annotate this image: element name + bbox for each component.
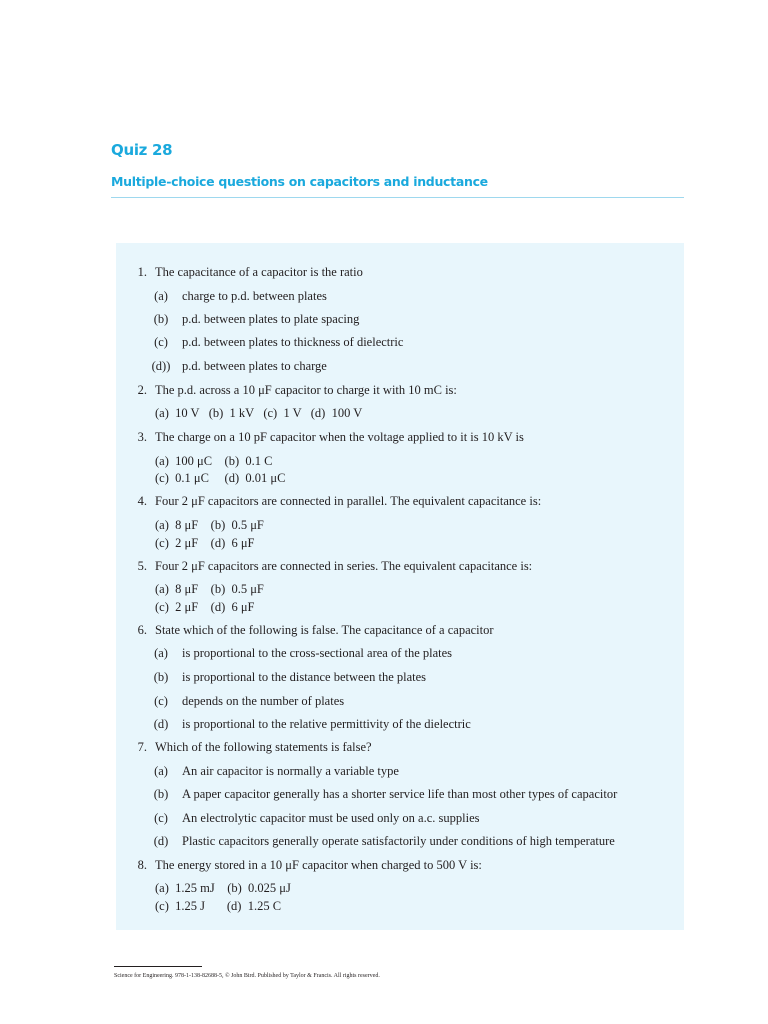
option-text: is proportional to the distance between the plates — [182, 670, 427, 684]
question-text: State which of the following is false. The capacitance of a capacitor — [155, 623, 494, 637]
inline-options: (c) 2 μF (d) 6 μF — [155, 600, 255, 614]
inline-options: (a) 1.25 mJ (b) 0.025 μJ — [155, 881, 291, 895]
quiz-title: Quiz 28 — [111, 141, 173, 159]
option-label: (b) — [153, 670, 169, 684]
option-text: An electrolytic capacitor must be used only on a.c. supplies — [182, 811, 480, 825]
option-text: is proportional to the cross-sectional area of the plates — [182, 646, 453, 660]
question-text: Four 2 μF capacitors are connected in parallel. The equivalent capacitance is: — [155, 494, 542, 508]
option-label: (c) — [154, 335, 168, 349]
option-label: (a) — [154, 289, 168, 303]
inline-options: (a) 8 μF (b) 0.5 μF — [155, 518, 264, 532]
inline-options: (a) 8 μF (b) 0.5 μF — [155, 582, 264, 596]
question-number: 3. — [137, 430, 147, 444]
question-text: The charge on a 10 pF capacitor when the voltage applied to it is 10 kV is — [155, 430, 524, 444]
question-number: 1. — [137, 265, 147, 279]
question-text: The energy stored in a 10 μF capacitor when charged to 500 V is: — [155, 858, 482, 872]
inline-options: (c) 0.1 μC (d) 0.01 μC — [155, 471, 286, 485]
question-text: The p.d. across a 10 μF capacitor to charge it with 10 mC is: — [155, 383, 457, 397]
quiz-subtitle: Multiple-choice questions on capacitors and inductance — [111, 174, 488, 189]
option-text: Plastic capacitors generally operate satisfactorily under conditions of high temperature — [182, 834, 615, 848]
option-text: An air capacitor is normally a variable type — [182, 764, 399, 778]
inline-options: (a) 100 μC (b) 0.1 C — [155, 454, 273, 468]
question-number: 5. — [137, 559, 147, 573]
option-label: (d) — [153, 834, 169, 848]
question-number: 7. — [137, 740, 147, 754]
question-text: Four 2 μF capacitors are connected in series. The equivalent capacitance is: — [155, 559, 533, 573]
option-text: p.d. between plates to thickness of dielectric — [182, 335, 404, 349]
option-label: (c) — [154, 811, 168, 825]
option-label: (b) — [153, 787, 169, 801]
option-text: depends on the number of plates — [182, 694, 345, 708]
option-label: (b) — [153, 312, 169, 326]
option-text: p.d. between plates to plate spacing — [182, 312, 360, 326]
option-label: (d)) — [151, 359, 171, 373]
option-label: (a) — [154, 646, 168, 660]
option-text: p.d. between plates to charge — [182, 359, 327, 373]
inline-options: (c) 2 μF (d) 6 μF — [155, 536, 255, 550]
option-text: A paper capacitor generally has a shorter service life than most other types of capacitor — [182, 787, 618, 801]
inline-options: (a) 10 V (b) 1 kV (c) 1 V (d) 100 V — [155, 406, 363, 420]
question-number: 2. — [137, 383, 147, 397]
inline-options: (c) 1.25 J (d) 1.25 C — [155, 899, 282, 913]
option-text: charge to p.d. between plates — [182, 289, 327, 303]
option-label: (c) — [154, 694, 168, 708]
option-text: is proportional to the relative permittivity of the dielectric — [182, 717, 471, 731]
option-label: (d) — [153, 717, 169, 731]
footer-copyright: Science for Engineering. 978-1-138-82688-5, © John Bird. Published by Taylor & Francis. All rights reserved. — [114, 973, 380, 979]
header-divider — [111, 197, 684, 198]
footer-divider — [114, 966, 202, 967]
question-text: Which of the following statements is false? — [155, 740, 372, 754]
question-number: 6. — [137, 623, 147, 637]
question-number: 4. — [137, 494, 147, 508]
question-text: The capacitance of a capacitor is the ratio — [155, 265, 363, 279]
question-number: 8. — [137, 858, 147, 872]
option-label: (a) — [154, 764, 168, 778]
